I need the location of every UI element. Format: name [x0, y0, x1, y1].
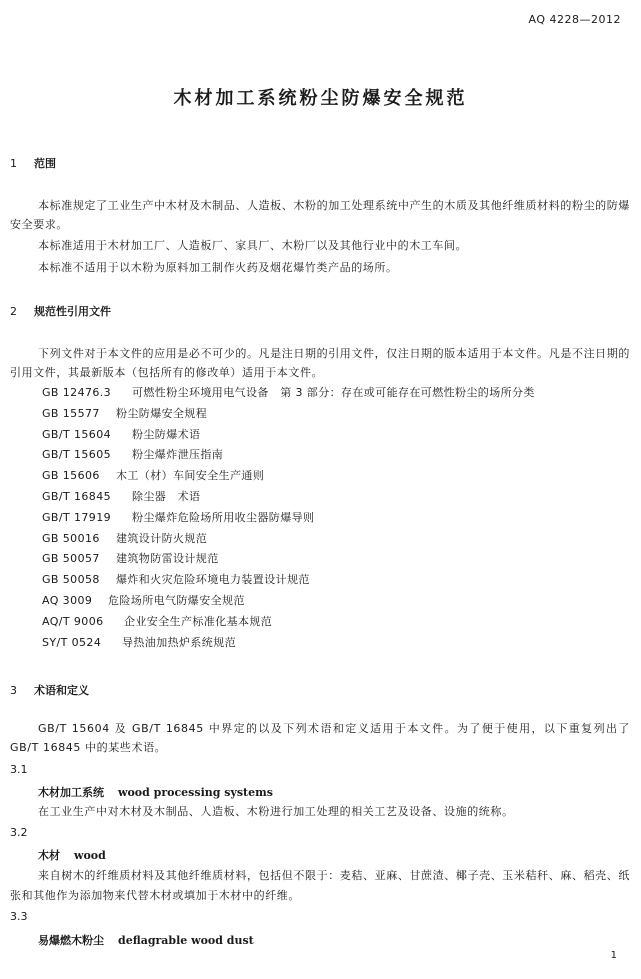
reference-item [42, 529, 535, 550]
reference-title: 粉尘防爆安全规程 [116, 406, 208, 420]
term-name [38, 847, 106, 863]
term-name-zh: 木材加工系统 [38, 786, 104, 799]
reference-title: 木工（材）车间安全生产通则 [116, 469, 265, 483]
standard-code: AQ 4228—2012 [528, 13, 621, 26]
term-name-zh: 木材 [38, 849, 60, 862]
term-name-en: wood processing systems [118, 786, 273, 799]
reference-code: SY/T 0524 [42, 635, 102, 649]
reference-title: 企业安全生产标准化基本规范 [124, 614, 273, 628]
reference-item [42, 612, 535, 633]
reference-title: 粉尘防爆术语 [132, 427, 201, 441]
reference-code: GB/T 17919 [42, 510, 111, 524]
reference-item [42, 404, 535, 425]
term-number: 3.3 [10, 910, 28, 923]
term-name [38, 932, 254, 948]
page-number: 1 [610, 950, 617, 961]
reference-item [42, 383, 535, 404]
document-title: 木材加工系统粉尘防爆安全规范 [173, 88, 468, 109]
term-number: 3.2 [10, 826, 28, 839]
section-number: 3 [10, 684, 17, 697]
reference-code: GB 50057 [42, 552, 100, 566]
reference-code: GB/T 15604 [42, 427, 111, 441]
reference-item [42, 591, 535, 612]
reference-item [42, 633, 535, 654]
section-number: 2 [10, 305, 17, 318]
section-title: 范围 [34, 157, 56, 170]
reference-code: GB/T 16845 [42, 489, 111, 503]
reference-title: 建筑设计防火规范 [116, 531, 208, 545]
reference-item [42, 487, 535, 508]
section-title: 术语和定义 [34, 684, 89, 697]
reference-title: 建筑物防雷设计规范 [116, 552, 219, 566]
reference-code: GB 50016 [42, 531, 100, 545]
section-2-intro: 下列文件对于本文件的应用是必不可少的。凡是注日期的引用文件，仅注日期的版本适用于本文件。凡是不注日期的引用文件，其最新版本（包括所有的修改单）适用于本文件。 [10, 347, 630, 379]
reference-title: 危险场所电气防爆安全规范 [108, 593, 245, 607]
reference-title: 导热油加热炉系统规范 [122, 635, 236, 649]
reference-title: 粉尘爆炸泄压指南 [132, 448, 224, 462]
section-3-intro: GB/T 15604 及 GB/T 16845 中界定的以及下列术语和定义适用于本文件。为了便于使用，以下重复列出了 GB/T 16845 中的某些术语。 [10, 722, 630, 754]
reference-item [42, 549, 535, 570]
reference-code: GB 12476.3 [42, 386, 112, 399]
reference-item [42, 466, 535, 487]
section-2-heading [10, 303, 111, 319]
reference-code: AQ 3009 [42, 593, 93, 607]
reference-code: GB 15577 [42, 406, 100, 420]
term-definition: 来自树木的纤维质材料及其他纤维质材料，包括但不限于：麦秸、亚麻、甘蔗渣、椰子壳、玉米秸秆、麻、稻壳、纸张和其他作为添加物来代替木材或填加于木材中的纤维。 [10, 869, 630, 902]
reference-item [42, 425, 535, 446]
normative-reference-list [42, 383, 535, 653]
section-title: 规范性引用文件 [34, 305, 111, 318]
reference-item [42, 508, 535, 529]
reference-code: AQ/T 9006 [42, 614, 104, 628]
term-number: 3.1 [10, 763, 28, 776]
reference-title: 爆炸和火灾危险环境电力装置设计规范 [116, 573, 310, 587]
reference-title: 可燃性粉尘环境用电气设备 第 3 部分：存在或可能存在可燃性粉尘的场所分类 [132, 386, 535, 399]
section-1-para-1: 本标准规定了工业生产中木材及木制品、人造板、木粉的加工处理系统中产生的木质及其他纤维质材料的粉尘的防爆安全要求。 [10, 199, 630, 231]
term-name-zh: 易爆燃木粉尘 [38, 934, 104, 947]
section-1-para-3: 本标准不适用于以木粉为原料加工制作火药及烟花爆竹类产品的场所。 [38, 261, 398, 274]
section-1-para-2: 本标准适用于木材加工厂、人造板厂、家具厂、木粉厂以及其他行业中的木工车间。 [38, 239, 468, 252]
term-name-en: deflagrable wood dust [118, 934, 254, 947]
section-number: 1 [10, 157, 17, 170]
term-name [38, 784, 273, 800]
reference-title: 除尘器 术语 [132, 489, 201, 503]
reference-title: 粉尘爆炸危险场所用收尘器防爆导则 [132, 510, 315, 524]
reference-item [42, 445, 535, 466]
term-name-en: wood [74, 849, 106, 862]
section-3-heading [10, 682, 89, 698]
reference-code: GB 50058 [42, 573, 100, 587]
reference-code: GB/T 15605 [42, 448, 111, 462]
reference-item [42, 570, 535, 591]
section-1-heading [10, 155, 56, 171]
reference-code: GB 15606 [42, 469, 100, 483]
term-definition: 在工业生产中对木材及木制品、人造板、木粉进行加工处理的相关工艺及设备、设施的统称。 [38, 805, 514, 818]
